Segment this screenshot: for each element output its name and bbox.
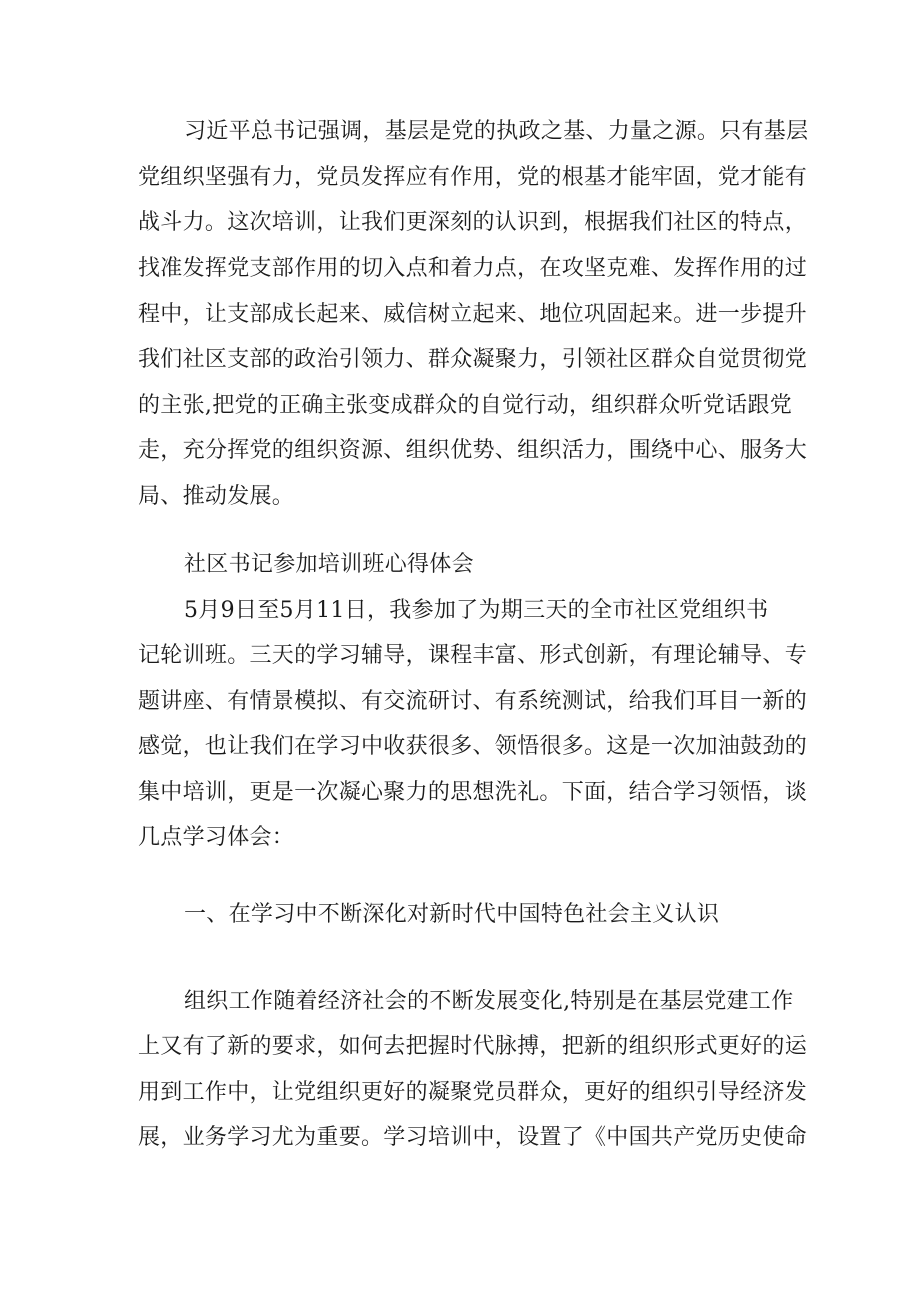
paragraph-line: 感觉，也让我们在学习中收获很多、领悟很多。这是一次加油鼓劲的 (138, 734, 808, 759)
document-title: 社区书记参加培训班心得体会 (184, 552, 474, 577)
paragraph-line: 展，业务学习尤为重要。学习培训中，设置了《中国共产党历史使命 (138, 1125, 808, 1150)
paragraph-line: 集中培训，更是一次凝心聚力的思想洗礼。下面，结合学习领悟，谈 (138, 780, 808, 805)
paragraph-line: 的主张,把党的正确主张变成群众的自觉行动，组织群众听党话跟党 (138, 393, 792, 418)
paragraph-line: 党组织坚强有力，党员发挥应有作用，党的根基才能牢固，党才能有 (138, 165, 808, 190)
paragraph-line: 几点学习体会： (138, 825, 295, 850)
section-heading: 一、在学习中不断深化对新时代中国特色社会主义认识 (184, 902, 720, 927)
paragraph-line: 题讲座、有情景模拟、有交流研讨、有系统测试，给我们耳目一新的 (138, 689, 808, 714)
paragraph-line: 局、推动发展。 (138, 484, 295, 509)
paragraph-line: 我们社区支部的政治引领力、群众凝聚力，引领社区群众自觉贯彻党 (138, 347, 808, 372)
paragraph-line: 用到工作中，让党组织更好的凝聚党员群众，更好的组织引导经济发 (138, 1080, 808, 1105)
paragraph-line: 程中，让支部成长起来、威信树立起来、地位巩固起来。进一步提升 (138, 302, 808, 327)
paragraph-line: 5月9日至5月11日，我参加了为期三天的全市社区党组织书 (184, 598, 769, 623)
paragraph-line: 记轮训班。三天的学习辅导，课程丰富、形式创新，有理论辅导、专 (138, 643, 808, 668)
paragraph-line: 走，充分挥党的组织资源、组织优势、组织活力，围绕中心、服务大 (138, 438, 808, 463)
paragraph-line: 组织工作随着经济社会的不断发展变化,特别是在基层党建工作 (184, 989, 794, 1014)
paragraph-line: 战斗力。这次培训，让我们更深刻的认识到，根据我们社区的特点， (138, 210, 808, 235)
paragraph-line: 找准发挥党支部作用的切入点和着力点，在攻坚克难、发挥作用的过 (138, 256, 808, 281)
paragraph-line: 上又有了新的要求，如何去把握时代脉搏，把新的组织形式更好的运 (138, 1034, 808, 1059)
paragraph-line: 习近平总书记强调，基层是党的执政之基、力量之源。只有基层 (184, 119, 809, 144)
